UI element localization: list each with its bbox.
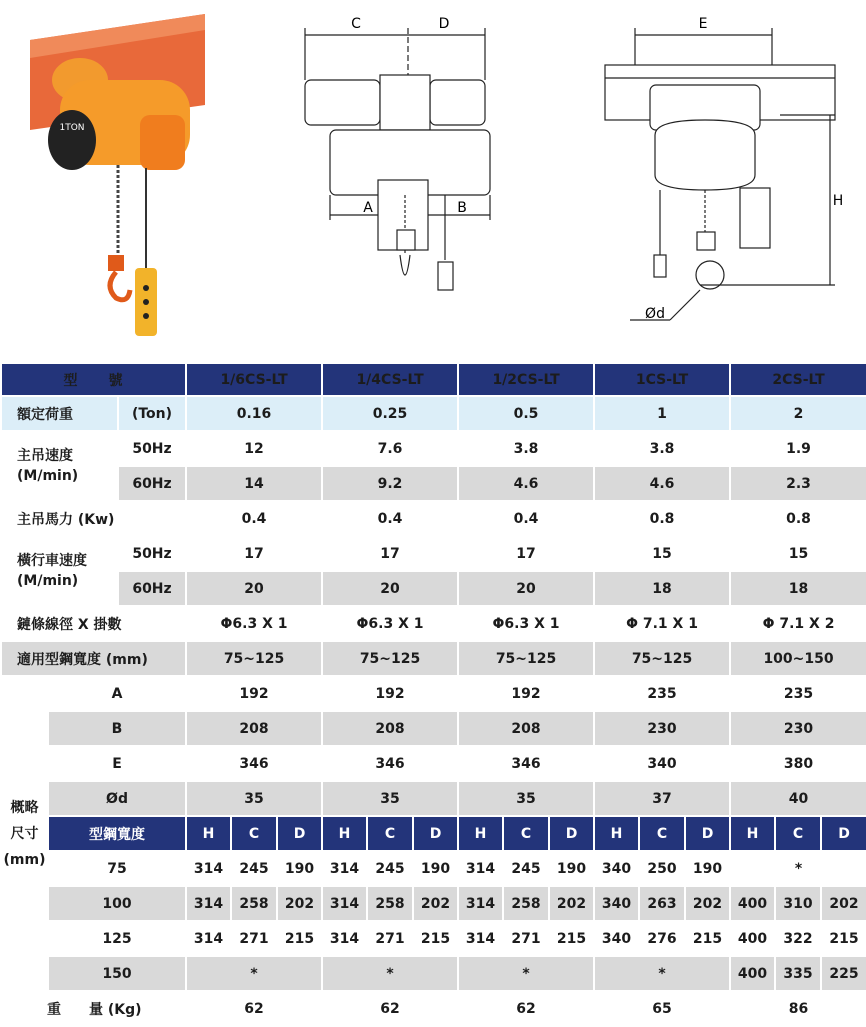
capacity-value: 0.16 xyxy=(186,396,322,431)
weight-value: 62 xyxy=(458,991,594,1026)
dim-value: 40 xyxy=(730,781,866,816)
sub-col-d: D xyxy=(277,816,322,851)
spec-table xyxy=(0,362,866,1027)
dim-value: 235 xyxy=(594,676,730,711)
weight-value: 86 xyxy=(730,991,866,1026)
motor-power-value: 0.4 xyxy=(322,501,458,536)
weight-value: 65 xyxy=(594,991,730,1026)
sub-col-d: D xyxy=(549,816,594,851)
capacity-value: 0.25 xyxy=(322,396,458,431)
beam-width-row xyxy=(1,641,866,676)
dim-cell: 202 xyxy=(413,886,458,921)
motor-power-value: 0.8 xyxy=(730,501,866,536)
sub-col-c: C xyxy=(367,816,413,851)
lift-speed-value: 3.8 xyxy=(458,431,594,466)
chain-row xyxy=(1,606,866,641)
dim-value: 192 xyxy=(322,676,458,711)
hz-label: 60Hz xyxy=(118,571,186,606)
dim-cell: 314 xyxy=(186,921,231,956)
beam-row-75 xyxy=(1,851,866,886)
sub-col-c: C xyxy=(503,816,549,851)
dim-cell: 314 xyxy=(322,851,367,886)
dim-cell: 215 xyxy=(821,921,866,956)
dim-cell: 314 xyxy=(458,851,503,886)
lift-speed-value: 12 xyxy=(186,431,322,466)
travel-speed-60-row xyxy=(1,571,866,606)
not-applicable-cell: * xyxy=(458,956,594,991)
product-plate-text: 1TON xyxy=(59,123,85,133)
dims-side-label: 概略 尺寸 (mm) xyxy=(1,676,48,991)
dim-value: 340 xyxy=(594,746,730,781)
travel-speed-value: 17 xyxy=(186,536,322,571)
dim-label-a: A xyxy=(363,200,373,216)
capacity-label: 額定荷重 xyxy=(1,396,118,431)
beam-width-cell: 150 xyxy=(48,956,186,991)
hoist-photo xyxy=(30,14,205,336)
dim-value: 192 xyxy=(458,676,594,711)
capacity-value: 2 xyxy=(730,396,866,431)
capacity-unit: (Ton) xyxy=(118,396,186,431)
chain-value: Φ6.3 X 1 xyxy=(186,606,322,641)
sub-col-h: H xyxy=(458,816,503,851)
weight-value: 62 xyxy=(322,991,458,1026)
travel-speed-value: 17 xyxy=(322,536,458,571)
sub-col-d: D xyxy=(685,816,730,851)
dim-label-c: C xyxy=(351,16,361,32)
dim-value: 208 xyxy=(322,711,458,746)
dim-cell: 314 xyxy=(186,851,231,886)
dim-label-b: B xyxy=(457,200,467,216)
product-illustrations xyxy=(0,0,866,355)
chain-value: Φ 7.1 X 2 xyxy=(730,606,866,641)
chain-value: Φ6.3 X 1 xyxy=(322,606,458,641)
dim-cell: 202 xyxy=(549,886,594,921)
dim-cell: 190 xyxy=(549,851,594,886)
dim-od-row xyxy=(1,781,866,816)
dim-a-row xyxy=(1,676,866,711)
not-applicable-cell: * xyxy=(322,956,458,991)
chain-value: Φ6.3 X 1 xyxy=(458,606,594,641)
front-diagram xyxy=(305,28,490,290)
sub-col-d: D xyxy=(413,816,458,851)
dim-value: 346 xyxy=(186,746,322,781)
model-header-row xyxy=(1,363,866,396)
dim-label-h: H xyxy=(832,193,844,209)
weight-label: 重 量 (Kg) xyxy=(1,991,186,1026)
motor-power-label: 主吊馬力 (Kw) xyxy=(1,501,186,536)
not-applicable-cell: * xyxy=(730,851,866,886)
dim-cell: 245 xyxy=(503,851,549,886)
hz-label: 50Hz xyxy=(118,431,186,466)
dim-value: 346 xyxy=(322,746,458,781)
dim-e-row xyxy=(1,746,866,781)
dim-cell: 202 xyxy=(277,886,322,921)
dim-cell: 215 xyxy=(549,921,594,956)
lift-speed-50-row xyxy=(1,431,866,466)
beam-width-value: 75~125 xyxy=(458,641,594,676)
sub-col-h: H xyxy=(730,816,775,851)
beam-width-cell: 75 xyxy=(48,851,186,886)
sub-col-h: H xyxy=(322,816,367,851)
dim-cell: 190 xyxy=(413,851,458,886)
dim-cell: 271 xyxy=(231,921,277,956)
model-name: 1CS-LT xyxy=(594,363,730,396)
weight-value: 62 xyxy=(186,991,322,1026)
beam-row-125 xyxy=(1,921,866,956)
dim-cell: 215 xyxy=(277,921,322,956)
dim-cell: 225 xyxy=(821,956,866,991)
dim-value: 380 xyxy=(730,746,866,781)
dim-value: 37 xyxy=(594,781,730,816)
dim-cell: 258 xyxy=(367,886,413,921)
dim-cell: 314 xyxy=(186,886,231,921)
dim-name: B xyxy=(48,711,186,746)
beam-row-150 xyxy=(1,956,866,991)
model-name: 2CS-LT xyxy=(730,363,866,396)
travel-speed-value: 20 xyxy=(458,571,594,606)
dim-cell: 340 xyxy=(594,851,639,886)
hz-label: 50Hz xyxy=(118,536,186,571)
travel-speed-50-row xyxy=(1,536,866,571)
travel-speed-value: 15 xyxy=(730,536,866,571)
sub-col-c: C xyxy=(639,816,685,851)
dim-value: 35 xyxy=(322,781,458,816)
dim-cell: 276 xyxy=(639,921,685,956)
dim-value: 35 xyxy=(458,781,594,816)
model-name: 1/6CS-LT xyxy=(186,363,322,396)
dim-cell: 340 xyxy=(594,886,639,921)
beam-sub-header-row xyxy=(1,816,866,851)
dim-b-row xyxy=(1,711,866,746)
sub-col-d: D xyxy=(821,816,866,851)
dim-label-e: E xyxy=(698,16,708,32)
dim-value: 192 xyxy=(186,676,322,711)
dim-cell: 245 xyxy=(367,851,413,886)
dim-cell: 314 xyxy=(458,921,503,956)
lift-speed-value: 4.6 xyxy=(458,466,594,501)
dim-cell: 310 xyxy=(775,886,821,921)
dim-cell: 250 xyxy=(639,851,685,886)
capacity-value: 1 xyxy=(594,396,730,431)
beam-width-value: 75~125 xyxy=(322,641,458,676)
not-applicable-cell: * xyxy=(186,956,322,991)
travel-speed-value: 20 xyxy=(186,571,322,606)
lift-speed-value: 9.2 xyxy=(322,466,458,501)
travel-speed-label: 橫行車速度 (M/min) xyxy=(1,536,118,606)
dim-cell: 263 xyxy=(639,886,685,921)
sub-col-h: H xyxy=(594,816,639,851)
dim-cell: 202 xyxy=(685,886,730,921)
travel-speed-value: 18 xyxy=(594,571,730,606)
dim-value: 208 xyxy=(186,711,322,746)
dim-cell: 314 xyxy=(322,886,367,921)
dim-cell: 258 xyxy=(231,886,277,921)
lift-speed-value: 14 xyxy=(186,466,322,501)
dim-cell: 202 xyxy=(821,886,866,921)
dim-cell: 335 xyxy=(775,956,821,991)
dim-value: 35 xyxy=(186,781,322,816)
sub-col-c: C xyxy=(775,816,821,851)
lift-speed-value: 1.9 xyxy=(730,431,866,466)
chain-label: 鏈條線徑 X 掛數 xyxy=(1,606,186,641)
sub-col-c: C xyxy=(231,816,277,851)
dim-name: E xyxy=(48,746,186,781)
side-diagram xyxy=(605,28,835,320)
dim-value: 346 xyxy=(458,746,594,781)
motor-power-row xyxy=(1,501,866,536)
travel-speed-value: 17 xyxy=(458,536,594,571)
model-header-label: 型 號 xyxy=(1,363,186,396)
beam-sub-header-label: 型鋼寬度 xyxy=(48,816,186,851)
beam-width-value: 75~125 xyxy=(594,641,730,676)
lift-speed-label: 主吊速度 (M/min) xyxy=(1,431,118,501)
motor-power-value: 0.8 xyxy=(594,501,730,536)
beam-width-label: 適用型鋼寬度 (mm) xyxy=(1,641,186,676)
dim-cell: 400 xyxy=(730,921,775,956)
capacity-value: 0.5 xyxy=(458,396,594,431)
dim-label-od: Ød xyxy=(645,306,665,322)
lift-speed-value: 4.6 xyxy=(594,466,730,501)
capacity-row xyxy=(1,396,866,431)
lift-speed-value: 3.8 xyxy=(594,431,730,466)
dim-value: 230 xyxy=(594,711,730,746)
model-name: 1/4CS-LT xyxy=(322,363,458,396)
travel-speed-value: 20 xyxy=(322,571,458,606)
lift-speed-value: 7.6 xyxy=(322,431,458,466)
motor-power-value: 0.4 xyxy=(186,501,322,536)
beam-width-cell: 125 xyxy=(48,921,186,956)
beam-width-value: 75~125 xyxy=(186,641,322,676)
model-name: 1/2CS-LT xyxy=(458,363,594,396)
dim-value: 208 xyxy=(458,711,594,746)
motor-power-value: 0.4 xyxy=(458,501,594,536)
dim-cell: 314 xyxy=(322,921,367,956)
dim-cell: 215 xyxy=(413,921,458,956)
hz-label: 60Hz xyxy=(118,466,186,501)
lift-speed-value: 2.3 xyxy=(730,466,866,501)
beam-row-100 xyxy=(1,886,866,921)
beam-width-cell: 100 xyxy=(48,886,186,921)
dim-cell: 190 xyxy=(277,851,322,886)
sub-col-h: H xyxy=(186,816,231,851)
dim-cell: 400 xyxy=(730,886,775,921)
dim-label-d: D xyxy=(438,16,450,32)
weight-row xyxy=(1,991,866,1026)
dim-value: 230 xyxy=(730,711,866,746)
dim-cell: 340 xyxy=(594,921,639,956)
travel-speed-value: 15 xyxy=(594,536,730,571)
dim-cell: 245 xyxy=(231,851,277,886)
dim-cell: 271 xyxy=(367,921,413,956)
dim-name: Ød xyxy=(48,781,186,816)
chain-value: Φ 7.1 X 1 xyxy=(594,606,730,641)
dim-value: 235 xyxy=(730,676,866,711)
dim-cell: 190 xyxy=(685,851,730,886)
dim-cell: 322 xyxy=(775,921,821,956)
travel-speed-value: 18 xyxy=(730,571,866,606)
dim-cell: 258 xyxy=(503,886,549,921)
dim-cell: 215 xyxy=(685,921,730,956)
lift-speed-60-row xyxy=(1,466,866,501)
dim-cell: 400 xyxy=(730,956,775,991)
beam-width-value: 100~150 xyxy=(730,641,866,676)
dim-cell: 271 xyxy=(503,921,549,956)
dim-name: A xyxy=(48,676,186,711)
dim-cell: 314 xyxy=(458,886,503,921)
not-applicable-cell: * xyxy=(594,956,730,991)
